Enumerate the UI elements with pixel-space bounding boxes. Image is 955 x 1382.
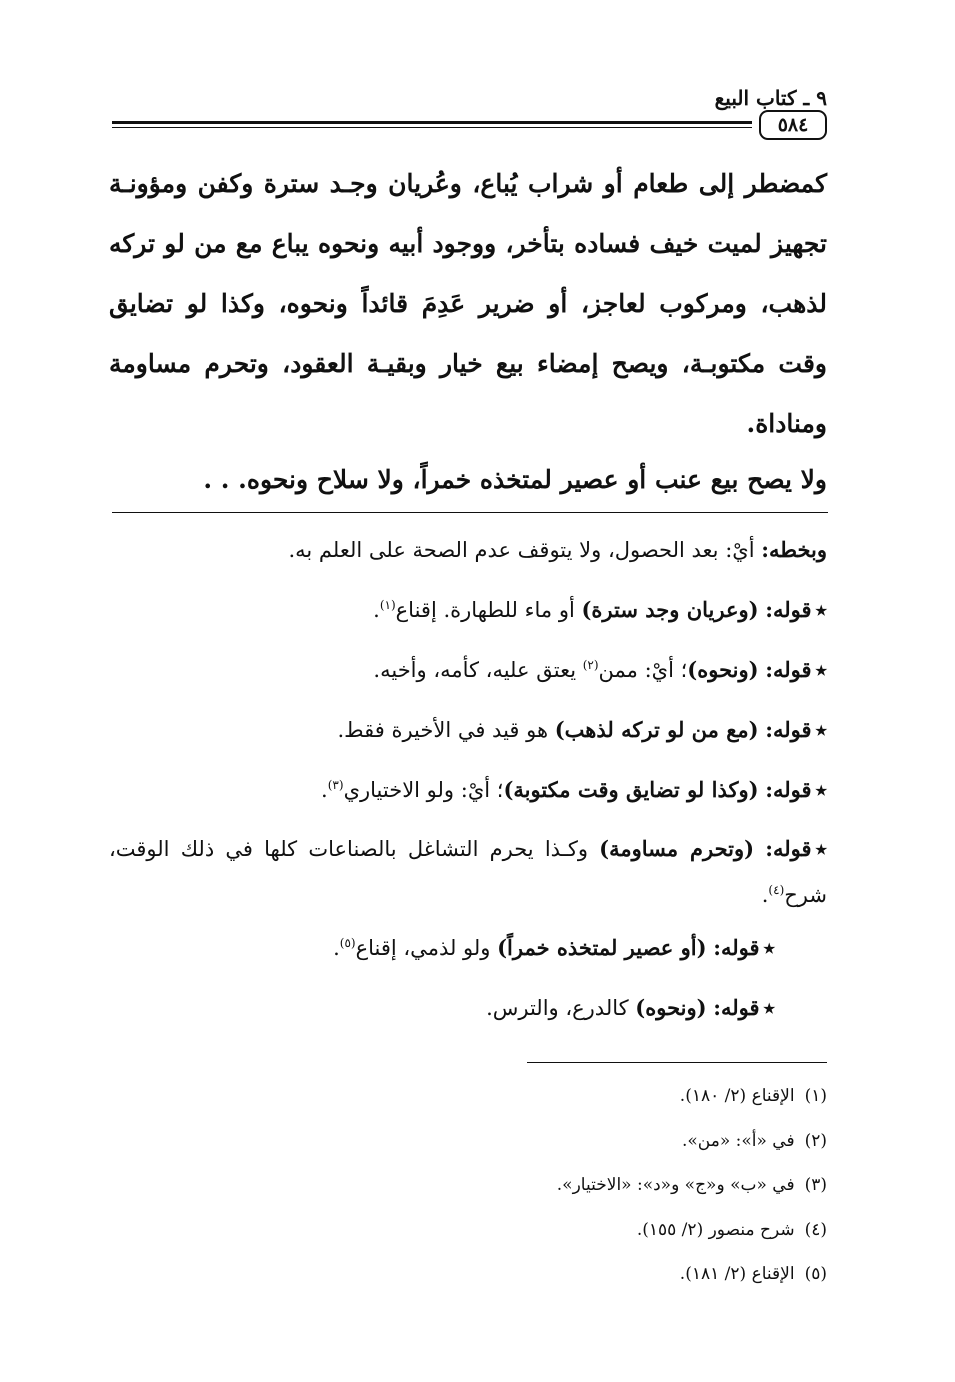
bullet-star-icon: ٭ <box>763 935 775 960</box>
bullet-star-icon: ٭ <box>815 777 827 802</box>
footnote-text: في «ب» و«ج» و«د»: «الاختيار». <box>556 1175 795 1195</box>
commentary-line <box>109 760 827 820</box>
quoted-matn: (وعريان وجد سترة) <box>581 597 759 622</box>
commentary-line <box>109 580 827 640</box>
bullet-star-icon: ٭ <box>815 717 827 742</box>
bullet-star-icon: ٭ <box>815 836 827 861</box>
commentary-lead: وبخطه: <box>761 537 827 562</box>
footnote-number: (٢) <box>804 1130 827 1151</box>
footnote-item <box>109 1163 827 1208</box>
footnote-ref[interactable]: (٤) <box>768 883 785 897</box>
commentary-line <box>109 820 827 918</box>
footnote-text: الإقناع (٢/ ١٨٠). <box>679 1086 795 1106</box>
footnote-item <box>109 1252 827 1297</box>
footnote-ref[interactable]: (٢) <box>582 658 599 672</box>
footnote-item <box>109 1119 827 1164</box>
commentary-text: وكـذا يحرم التشاغل بالصناعات كلها في ذلك الوقت، شرح <box>109 837 827 907</box>
bullet-star-icon: ٭ <box>815 657 827 682</box>
header-rule <box>112 121 752 124</box>
footnote-ref[interactable]: (١) <box>379 598 396 612</box>
qawluhu-label: قوله: <box>713 995 760 1020</box>
commentary-text: ؛ أيْ: ولو الاختياري <box>343 778 504 802</box>
footnote-text: شرح منصور (٢/ ١٥٥). <box>636 1219 795 1240</box>
quoted-matn: (أو عصير لمتخذه خمراً) <box>497 935 707 960</box>
footnote-divider <box>527 1062 827 1063</box>
commentary-line <box>109 520 827 580</box>
quoted-matn: (مع من لو تركه لذهب) <box>554 717 759 742</box>
punctuation: . <box>333 936 340 960</box>
footnote-ref[interactable]: (٣) <box>327 778 344 792</box>
commentary-line <box>109 978 827 1038</box>
commentary-line <box>109 640 827 700</box>
qawluhu-label: قوله: <box>765 657 812 682</box>
matn-paragraph: كمضطر إلى طعام أو شراب يُباع، وعُريان وجـد سترة وكفن ومؤونـة تجهيز لميت خيف فساده بتأخر، ووجود أبيه ونحوه يباع مع من لو تركه لذهب، ومركوب لعاجز، أو ضرير عَدِمَ قائداً ونحوه، وكذا لو تضايق وقت مكتوبـة، ويصح إمضاء بيع خيار وبقيـة العقود، وتحرم مساومة ومناداة. <box>109 169 827 438</box>
page-number: ٥٨٤ <box>759 110 827 140</box>
footnote-text: الإقناع (٢/ ١٨١). <box>679 1264 795 1284</box>
chapter-title: ٩ ـ كتاب البيع <box>714 86 827 110</box>
qawluhu-label: قوله: <box>765 597 812 622</box>
commentary-text: هو قيد في الأخيرة فقط. <box>337 718 555 742</box>
commentary-text: ؛ أيْ: ممن <box>598 658 688 682</box>
commentary-line <box>109 918 827 978</box>
matn-divider <box>112 512 828 513</box>
qawluhu-label: قوله: <box>713 935 760 960</box>
footnote-item <box>109 1074 827 1119</box>
commentary-line <box>109 700 827 760</box>
footnote-number: (٣) <box>804 1175 827 1195</box>
punctuation: . <box>373 598 380 622</box>
commentary-text: أو ماء للطهارة. إقناع <box>395 598 582 622</box>
header-rule-thin <box>112 127 752 128</box>
matn-verse: ولا يصح بيع عنب أو عصير لمتخذه خمراً، ولا سلاح ونحوه. . . <box>203 465 827 494</box>
footnote-number: (٤) <box>804 1219 827 1240</box>
footnote-number: (٥) <box>804 1264 827 1284</box>
footnote-text: في «أ»: «من». <box>681 1130 795 1151</box>
qawluhu-label: قوله: <box>765 717 812 742</box>
footnotes <box>109 1074 827 1297</box>
commentary-text: كالدرع، والترس. <box>486 996 636 1020</box>
bullet-star-icon: ٭ <box>763 995 775 1020</box>
quoted-matn: (ونحوه) <box>687 657 759 682</box>
quoted-matn: (وتحرم مساومة) <box>599 836 755 861</box>
quoted-matn: (ونحوه) <box>635 995 707 1020</box>
footnote-item <box>109 1208 827 1253</box>
footnote-ref[interactable]: (٥) <box>339 936 356 950</box>
commentary-text: أيْ: بعد الحصول، ولا يتوقف عدم الصحة على العلم به. <box>288 538 762 562</box>
punctuation: . <box>761 883 769 907</box>
qawluhu-label: قوله: <box>765 777 812 802</box>
commentary-text: يعتق عليه، كأمه، وأخيه. <box>373 658 583 682</box>
footnote-number: (١) <box>804 1086 827 1106</box>
quoted-matn: (وكذا لو تضايق وقت مكتوبة) <box>503 777 759 802</box>
qawluhu-label: قوله: <box>765 836 812 861</box>
punctuation: . <box>321 778 328 802</box>
commentary-text: ولو لذمي، إقناع <box>355 936 498 960</box>
commentary <box>109 520 827 1038</box>
bullet-star-icon: ٭ <box>815 597 827 622</box>
